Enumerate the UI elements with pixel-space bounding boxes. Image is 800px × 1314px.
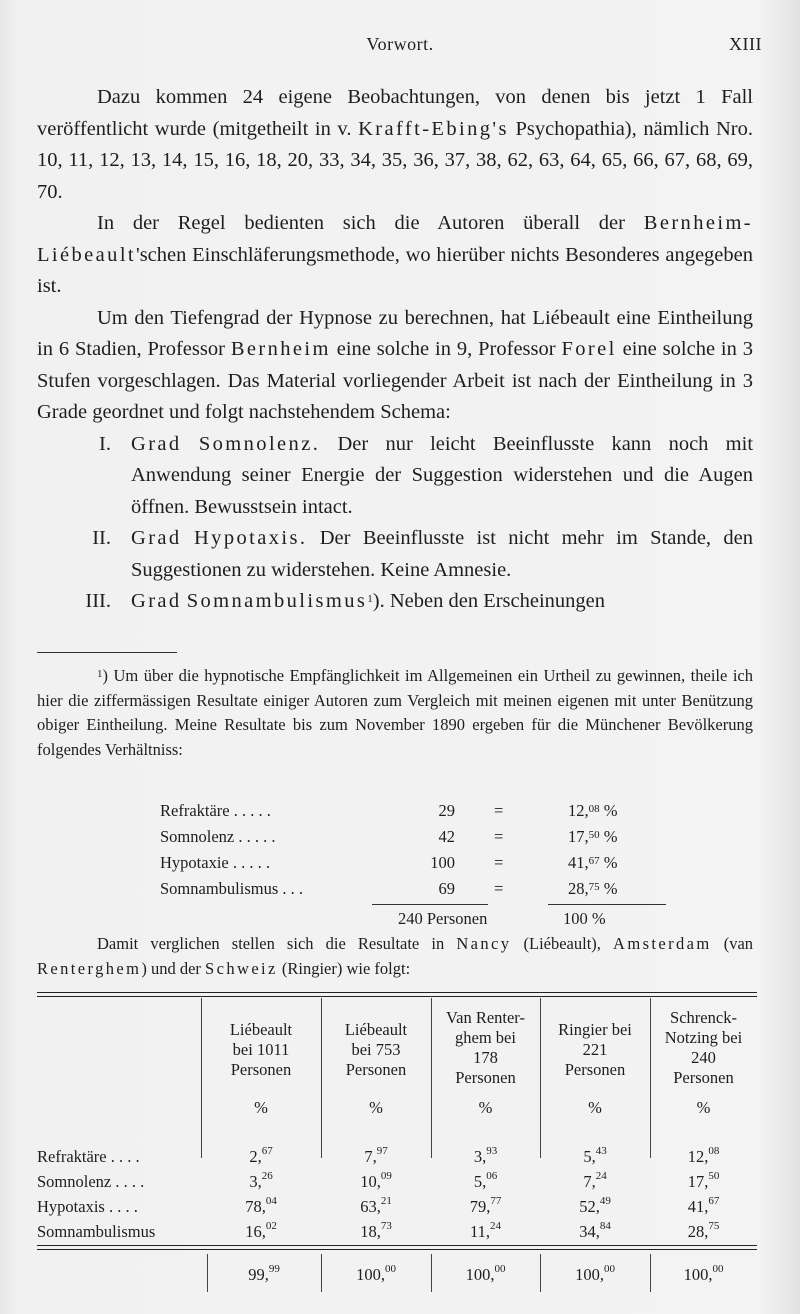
table-bottom-rule	[37, 1245, 757, 1250]
main-text	[37, 82, 753, 618]
grade-2: II. Grad Hypotaxis. Der Beeinflusste ist nicht mehr im Stande, den Suggestionen zu widerstehen. Keine Amnesie.	[92, 527, 754, 581]
author-bernheim: Bernheim	[230, 338, 331, 360]
total-cell: 100,00	[575, 1263, 615, 1284]
row-label: Hypotaxis . . . .	[37, 1197, 138, 1216]
table-cell: 28,75	[687, 1220, 720, 1241]
table-top-rule	[37, 992, 757, 997]
summary-sum-rule	[548, 904, 666, 905]
unit-label: %	[696, 1098, 711, 1117]
table-cell: 5,06	[473, 1170, 498, 1191]
table-cell: 2,67	[249, 1145, 273, 1166]
place-nancy: Nancy	[456, 934, 512, 953]
grade-3: III. Grad Somnambulismus$^1$). Neben den Erscheinungen	[85, 590, 606, 612]
table-cell: 5,43	[583, 1145, 607, 1166]
author-bernheim-liebeault: Bernheim-Liébeault	[37, 212, 754, 266]
grade-1: I. Grad Somnolenz. Der nur leicht Beeinflusste kann noch mit Anwendung seiner Energie der Suggestion widerstehen und die Augen öffnen. Bewusstsein intact.	[99, 432, 754, 518]
table-cell: 78,04	[245, 1195, 277, 1216]
summary-row: Somnolenz . . . . . 42 = 17,50 %	[160, 827, 618, 846]
table-cell: 7,24	[583, 1170, 607, 1191]
place-amsterdam: Amsterdam	[613, 934, 712, 953]
place-schweiz: Schweiz	[205, 958, 278, 978]
author-forel: Forel	[561, 338, 617, 360]
name-renterghem: Renterghem	[37, 958, 142, 978]
table-cell: 7,97	[364, 1145, 388, 1166]
table-cell: 63,21	[360, 1195, 392, 1216]
table-cell: 3,93	[473, 1145, 498, 1166]
column-header: Schrenck- Notzing bei 240 Personen	[664, 1008, 743, 1087]
unit-label: %	[254, 1098, 268, 1117]
summary-total-pct: 100 %	[563, 909, 606, 928]
grade-2-name: Hypotaxis.	[193, 527, 308, 549]
footnote-text: ) Um über die hypnotische Empfänglichkeit im Allgemeinen ein Urtheil zu gewinnen, theile ich hier die ziffermässigen Resultate einiger Autoren zum Vergleich mit meinen eigenen mit unter Benützung obiger Eintheilung. Meine Resultate bis zum November 1890 ergeben für die Münchener Bevölkerung folgendes Verhältniss:	[37, 666, 753, 759]
table-cell: 34,84	[579, 1220, 611, 1241]
table-cell: 79,77	[469, 1195, 502, 1216]
table-cell: 17,50	[687, 1170, 720, 1191]
comparison-intro: Damit verglichen stellen sich die Resultate in Nancy (Liébeault), Amsterdam (van Renterghem) und der Schweiz (Ringier) wie folgt:	[37, 934, 754, 978]
author-krafft-ebing: Krafft-Ebing's	[358, 117, 509, 140]
footnote-ref: 1	[367, 593, 373, 605]
total-cell: 99,99	[248, 1263, 280, 1284]
paragraph-depth: Um den Tiefengrad der Hypnose zu berechnen, hat Liébeault eine Eintheilung in 6 Stadien, Professor Bernheim eine solche in 9, Professor Forel eine solche in 3 Stufen vorgeschlagen. Das Material vorliegender Arbeit ist nach der Eintheilung in 3 Grade geordnet und folgt nachstehendem Schema:	[37, 306, 754, 423]
footnote-marker: 1	[97, 668, 103, 680]
table-cell: 16,02	[245, 1220, 277, 1241]
table-cell: 52,49	[579, 1195, 611, 1216]
page-number: XIII	[729, 34, 762, 54]
total-cell: 100,00	[465, 1263, 506, 1284]
running-header	[0, 34, 800, 58]
footnote	[37, 664, 753, 762]
paragraph-method: In der Regel bedienten sich die Autoren überall der Bernheim-Liébeault'schen Einschläferungsmethode, wo hierüber nichts Besonderes angegeben ist.	[37, 212, 754, 297]
grade-3-name: Somnambulismus	[186, 590, 368, 612]
summary-total-count: 240 Personen	[398, 909, 488, 928]
column-header: Ringier bei 221 Personen	[558, 1020, 632, 1079]
table-cell: 12,08	[687, 1145, 720, 1166]
summary-sum-rule	[372, 904, 488, 905]
paragraph-observations: Dazu kommen 24 eigene Beobachtungen, von denen bis jetzt 1 Fall veröffentlicht wurde (mitgetheilt in v. Krafft-Ebing's Psychopathia), nämlich Nro. 10, 11, 12, 13, 14, 15, 16, 18, 20, 33, 34, 35, 36, 37, 38, 62, 63, 64, 65, 66, 67, 68, 69, 70.	[37, 86, 754, 203]
table-cell: 10,09	[360, 1170, 392, 1191]
running-title: Vorwort.	[366, 34, 434, 54]
summary-row: Somnambulismus . . . 69 = 28,75 %	[160, 879, 618, 898]
column-header: Liébeault bei 753 Personen	[344, 1020, 408, 1079]
table-cell: 11,24	[469, 1220, 501, 1241]
row-label: Refraktäre . . . .	[37, 1147, 140, 1166]
unit-label: %	[369, 1098, 383, 1117]
total-cell: 100,00	[683, 1263, 724, 1284]
table-cell: 41,67	[687, 1195, 720, 1216]
unit-label: %	[478, 1098, 493, 1117]
row-label: Somnambulismus	[37, 1222, 156, 1241]
column-header: Liébeault bei 1011 Personen	[229, 1020, 293, 1079]
table-cell: 18,73	[360, 1220, 392, 1241]
comparison-table	[37, 992, 757, 1298]
total-cell: 100,00	[356, 1263, 396, 1284]
grade-1-name: Somnolenz.	[198, 432, 321, 455]
summary-row: Refraktäre . . . . . 29 = 12,08 %	[160, 801, 618, 820]
row-label: Somnolenz . . . .	[37, 1172, 145, 1191]
summary-table	[160, 798, 680, 928]
column-header: Van Renter- ghem bei 178 Personen	[446, 1008, 525, 1087]
summary-row: Hypotaxie . . . . . 100 = 41,67 %	[160, 853, 618, 872]
table-cell: 3,26	[249, 1170, 273, 1191]
footnote-rule	[37, 652, 177, 653]
unit-label: %	[588, 1098, 602, 1117]
